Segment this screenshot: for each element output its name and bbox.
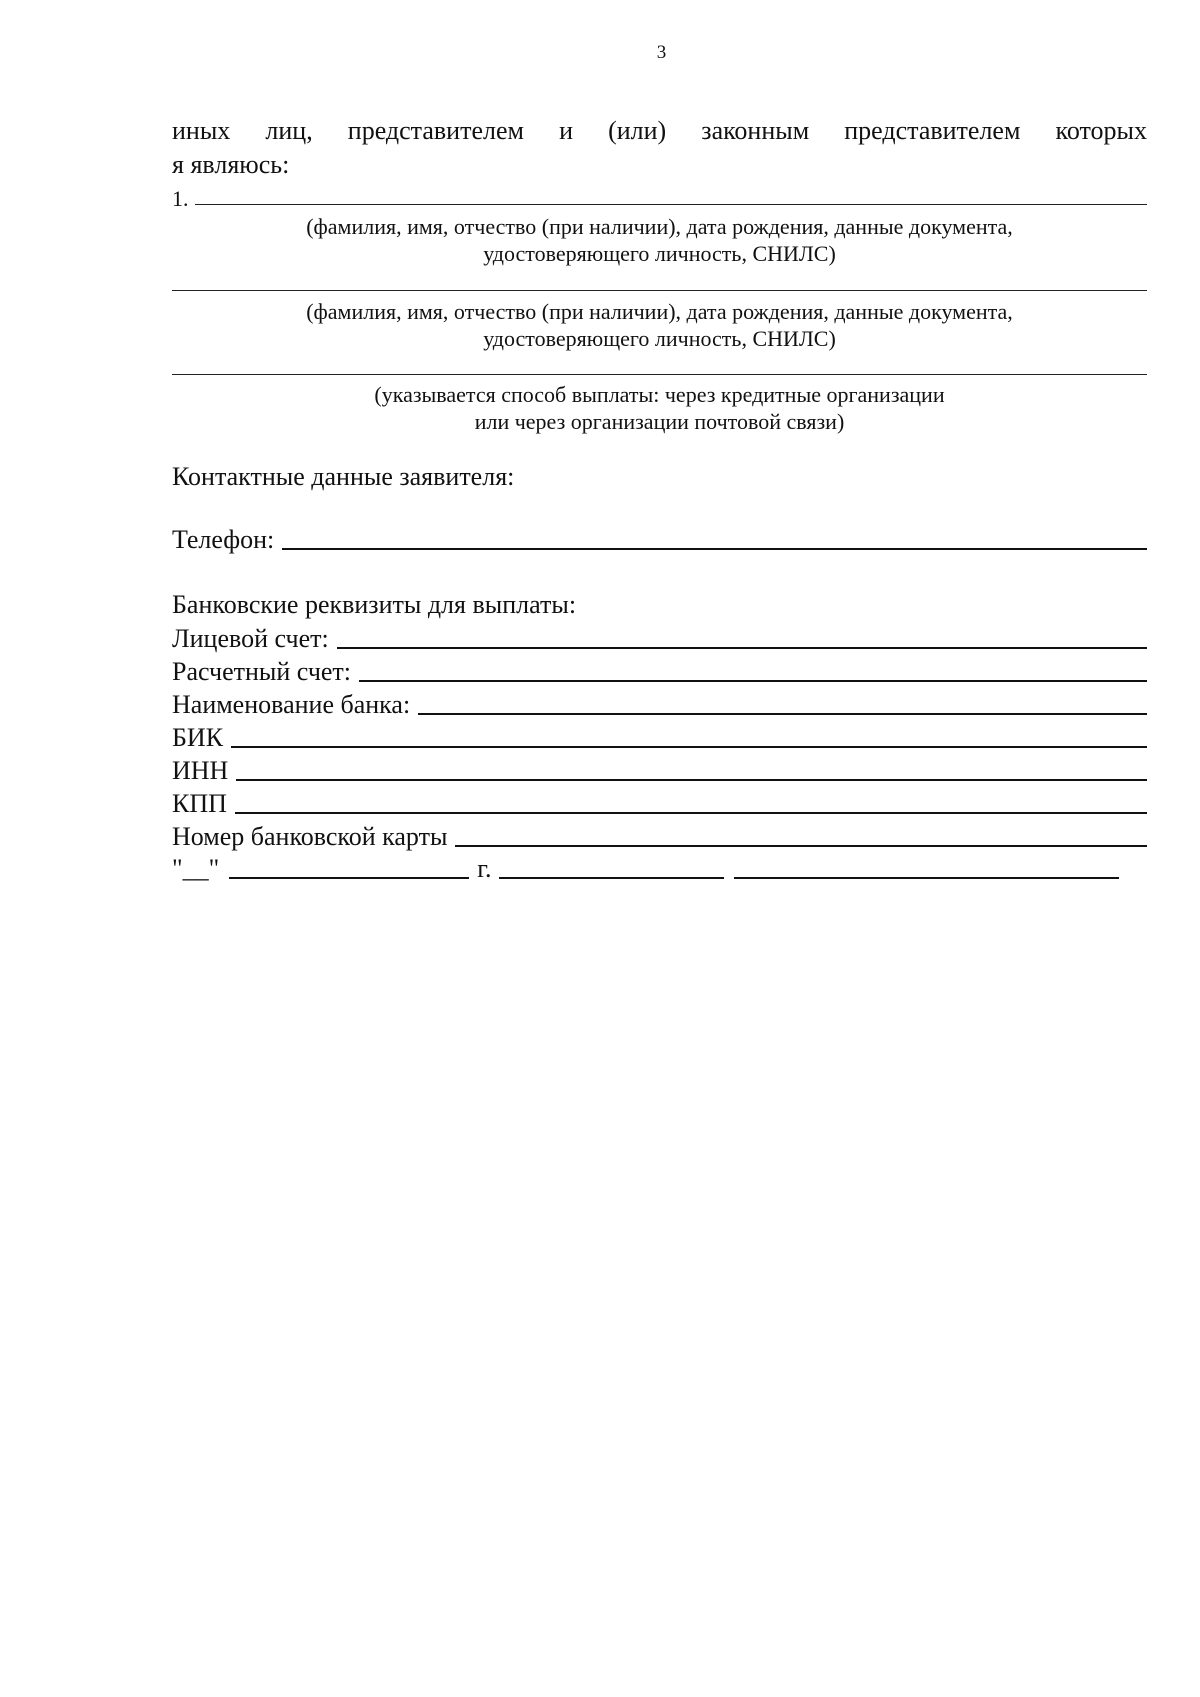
payment-method-caption — [172, 381, 1147, 435]
date-signature-row — [172, 852, 1147, 885]
field-label: БИК — [172, 723, 224, 752]
date-month-blank-line[interactable] — [229, 877, 469, 879]
field-blank-line[interactable] — [455, 845, 1147, 847]
settlement-account-field[interactable] — [172, 655, 1147, 688]
person-2-blank-line[interactable] — [172, 289, 1147, 291]
phone-field[interactable] — [172, 523, 1147, 556]
field-blank-line[interactable] — [337, 647, 1147, 649]
intro-word: представителем — [844, 116, 1021, 145]
card-number-field[interactable] — [172, 820, 1147, 853]
person-1-blank-line[interactable] — [195, 203, 1148, 205]
date-year-suffix: г. — [477, 854, 492, 883]
field-blank-line[interactable] — [235, 812, 1147, 814]
page-number: 3 — [656, 42, 667, 63]
field-label: Расчетный счет: — [172, 657, 352, 686]
caption-line: (указывается способ выплаты: через кредитные организации — [374, 382, 945, 407]
person-1-label: 1. — [172, 186, 189, 211]
field-blank-line[interactable] — [231, 746, 1147, 748]
personal-account-field[interactable] — [172, 622, 1147, 655]
contacts-title: Контактные данные заявителя: — [172, 462, 515, 491]
intro-line-2: я являюсь: — [172, 150, 290, 179]
intro-word: (или) — [608, 116, 667, 145]
intro-paragraph — [172, 114, 1147, 182]
person-2-caption — [172, 298, 1147, 352]
intro-word: лиц, — [265, 116, 313, 145]
field-blank-line[interactable] — [418, 713, 1147, 715]
bik-field[interactable] — [172, 721, 1147, 754]
caption-line: удостоверяющего личность, СНИЛС) — [483, 241, 836, 266]
field-label: Наименование банка: — [172, 690, 411, 719]
person-1-field[interactable] — [172, 186, 1147, 212]
intro-word: которых — [1055, 116, 1147, 145]
phone-label: Телефон: — [172, 525, 275, 554]
field-label: КПП — [172, 789, 227, 818]
intro-word: законным — [701, 116, 810, 145]
field-blank-line[interactable] — [236, 779, 1147, 781]
bank-name-field[interactable] — [172, 688, 1147, 721]
field-label: Номер банковской карты — [172, 822, 448, 851]
caption-line: удостоверяющего личность, СНИЛС) — [483, 326, 836, 351]
field-label: Лицевой счет: — [172, 624, 329, 653]
intro-line-1 — [172, 114, 1147, 148]
signature-blank-line[interactable] — [499, 877, 724, 879]
person-1-caption — [172, 213, 1147, 267]
signature-name-blank-line[interactable] — [734, 877, 1119, 879]
intro-word: представителем — [347, 116, 524, 145]
bank-details-title: Банковские реквизиты для выплаты: — [172, 590, 577, 619]
field-blank-line[interactable] — [359, 680, 1147, 682]
caption-line: (фамилия, имя, отчество (при наличии), дата рождения, данные документа, — [306, 299, 1013, 324]
kpp-field[interactable] — [172, 787, 1147, 820]
bank-details-list — [172, 622, 1147, 853]
caption-line: (фамилия, имя, отчество (при наличии), дата рождения, данные документа, — [306, 214, 1013, 239]
payment-method-blank-line[interactable] — [172, 373, 1147, 375]
intro-word: иных — [172, 116, 231, 145]
date-day: "__" — [172, 854, 220, 883]
intro-word: и — [559, 116, 573, 145]
phone-blank-line[interactable] — [282, 548, 1147, 550]
field-label: ИНН — [172, 756, 229, 785]
inn-field[interactable] — [172, 754, 1147, 787]
caption-line: или через организации почтовой связи) — [474, 409, 845, 434]
